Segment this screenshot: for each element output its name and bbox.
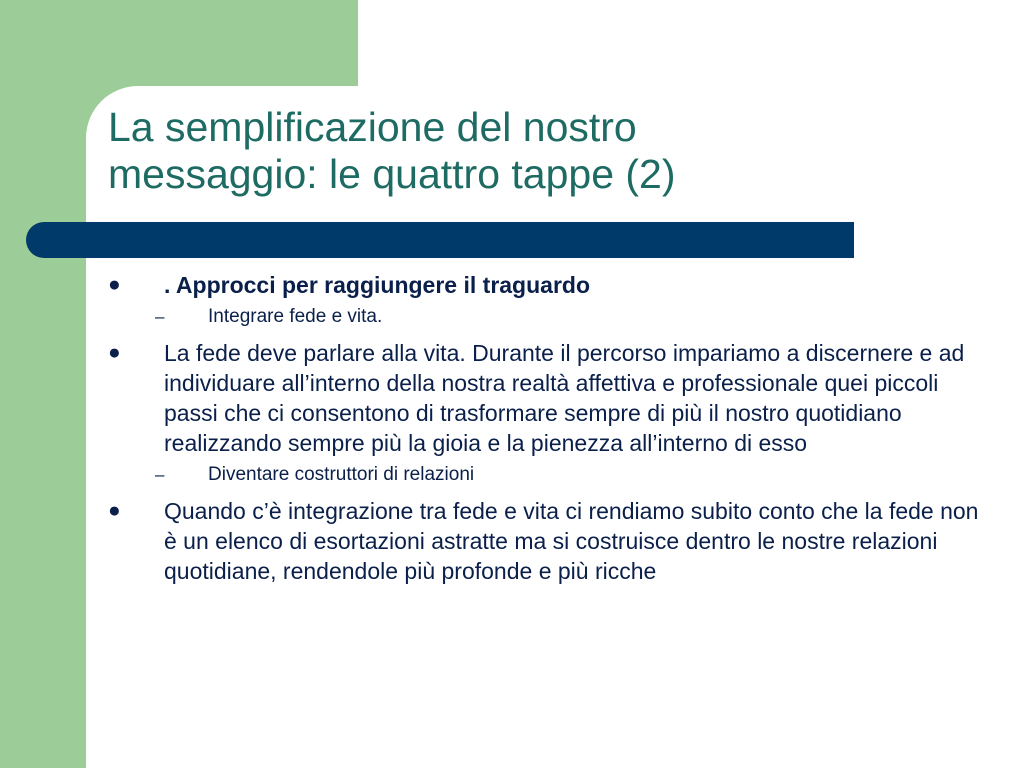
bullet-text: . Approcci per raggiungere il traguardo <box>164 272 590 298</box>
title-underline-bar <box>26 222 854 258</box>
bullet-text: Quando c’è integrazione tra fede e vita ci rendiamo subito conto che la fede non è un elenco di esortazioni astratte ma si costruisce dentro le nostre relazioni quotidiane, rendendole più profonde e più ricche <box>164 498 979 584</box>
slide-title <box>108 104 988 198</box>
sub-bullet-text: Integrare fede e vita. <box>208 306 383 327</box>
bullet-item <box>108 270 988 300</box>
bullet-item <box>108 496 988 586</box>
sub-bullet-item <box>108 462 988 488</box>
dash-bullet-icon: – <box>155 307 165 326</box>
dash-bullet-icon: – <box>155 465 165 484</box>
sub-bullet-text: Diventare costruttori di relazioni <box>208 464 475 485</box>
slide-title-line-2: messaggio: le quattro tappe (2) <box>108 151 676 197</box>
bullet-text: La fede deve parlare alla vita. Durante il percorso impariamo a discernere e ad individuare all’interno della nostra realtà affettiva e professionale quei piccoli passi che ci consentono di trasformare sempre di più il nostro quotidiano realizzando sempre più la gioia e la pienezza all’interno di esso <box>164 340 965 456</box>
bullet-dot-icon: ● <box>108 341 121 364</box>
slide-body <box>108 270 988 590</box>
slide-title-line-1: La semplificazione del nostro <box>108 104 637 150</box>
bullet-dot-icon: ● <box>108 273 121 296</box>
bullet-dot-icon: ● <box>108 499 121 522</box>
bullet-item <box>108 338 988 458</box>
sub-bullet-item <box>108 304 988 330</box>
